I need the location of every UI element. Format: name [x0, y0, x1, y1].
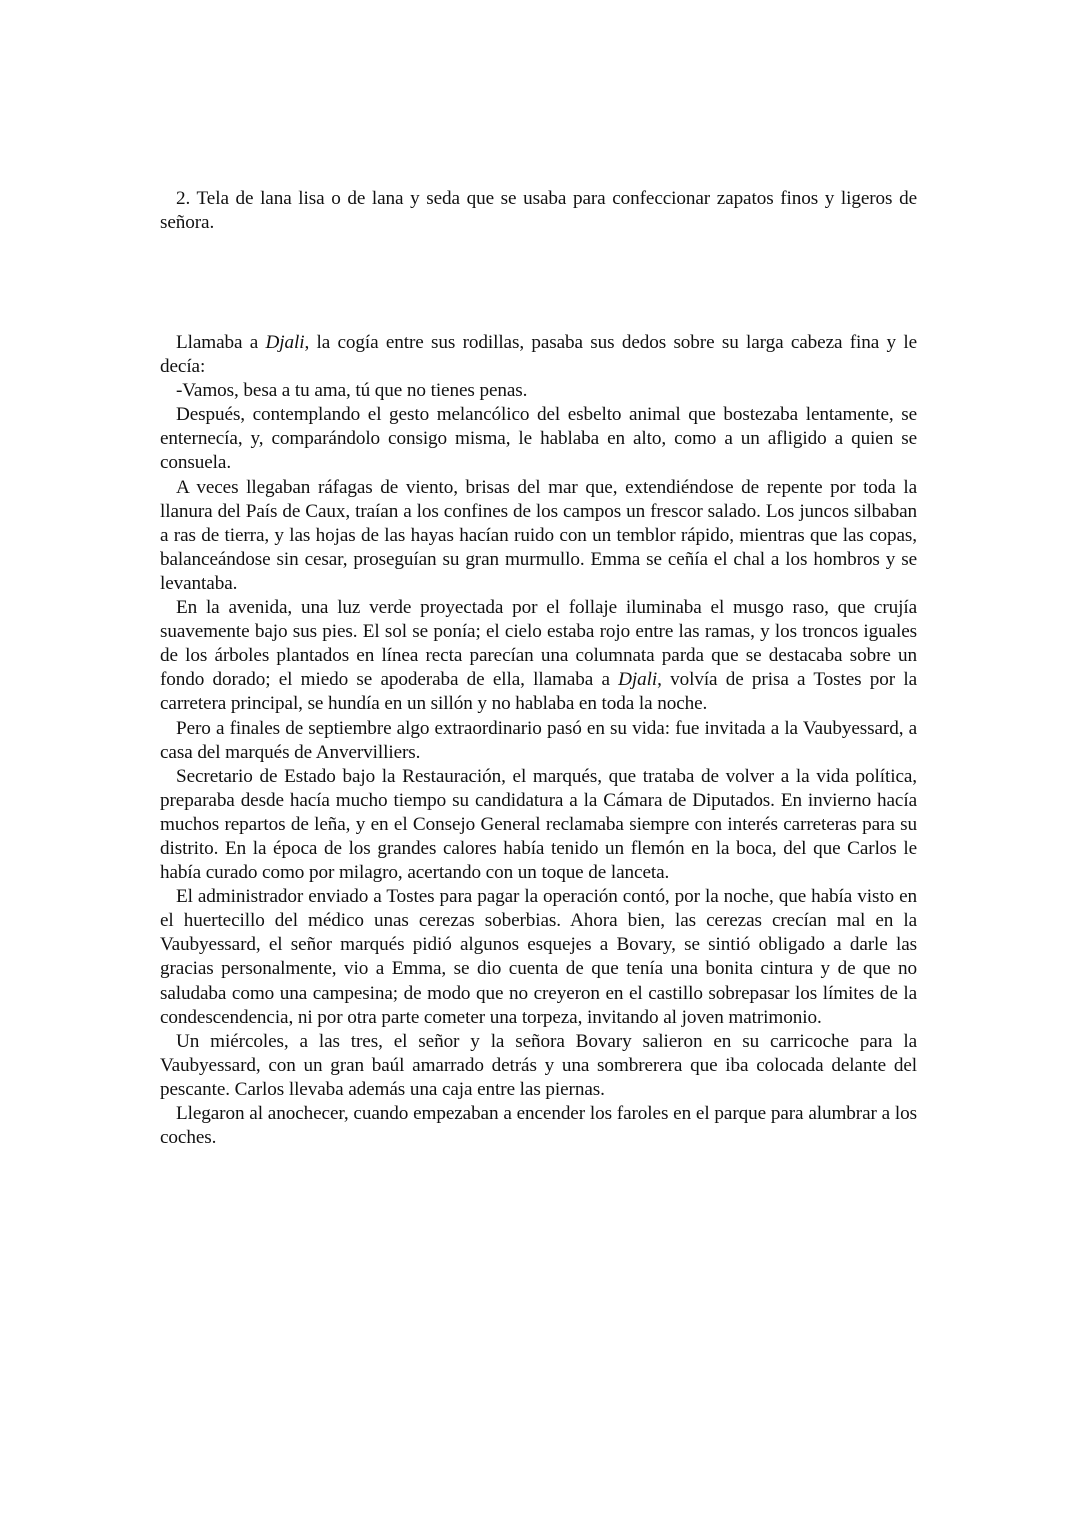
- italic-name: Djali: [265, 332, 305, 353]
- paragraph: Un miércoles, a las tres, el señor y la señora Bovary salieron en su carricoche para la Vaubyessard, con un gran baúl amarrado detrás y una sombrerera que iba colocada delante del pescante. Carlos llevaba además una caja entre las piernas.: [160, 1030, 917, 1100]
- footnote-text: Tela de lana lisa o de lana y seda que se usaba para confeccionar zapatos finos y ligeros de señora.: [160, 188, 917, 234]
- paragraph: Después, contemplando el gesto melancólico del esbelto animal que bostezaba lentamente, se enternecía, y, comparándolo consigo misma, le hablaba en alto, como a un afligido a quien se consuela.: [160, 404, 917, 474]
- paragraph: [160, 596, 917, 716]
- paragraph: Pero a finales de septiembre algo extraordinario pasó en su vida: fue invitada a la Vaubyessard, a casa del marqués de Anvervilliers.: [160, 717, 917, 763]
- paragraph: A veces llegaban ráfagas de viento, brisas del mar que, extendiéndose de repente por toda la llanura del País de Caux, traían a los confines de los campos un frescor salado. Los juncos silbaban a ras de tierra, y las hojas de las hayas hacían ruido con un temblor rápido, mientras que las copas, balanceándose sin cesar, proseguían su gran murmullo. Emma se ceñía el chal a los hombros y se levantaba.: [160, 476, 917, 594]
- paragraph-dialogue: -Vamos, besa a tu ama, tú que no tienes penas.: [176, 380, 528, 402]
- paragraph: Secretario de Estado bajo la Restauración, el marqués, que trataba de volver a la vida política, preparaba desde hacía mucho tiempo su candidatura a la Cámara de Diputados. En invierno hacía muchos repartos de leña, y en el Consejo General reclamaba siempre con interés carreteras para su distrito. En la época de los grandes calores había tenido un flemón en la boca, del que Carlos le había curado como por milagro, acertando con un toque de lanceta.: [160, 765, 917, 884]
- paragraph-text: En la avenida, una luz verde proyectada por el follaje iluminaba el musgo raso, que crujía suavemente bajo sus pies. El sol se ponía; el cielo estaba rojo entre las ramas, y los troncos iguales de los árboles plantados en línea recta parecían una columnata parda que se destacaba sobre un fondo dorado; el miedo se apoderaba de ella, llamaba a: [160, 597, 917, 691]
- paragraph: El administrador enviado a Tostes para pagar la operación contó, por la noche, que había visto en el huertecillo del médico unas cerezas soberbias. Ahora bien, las cerezas crecían mal en la Vaubyessard, el señor marqués pidió algunos esquejes a Bovary, se sintió obligado a darle las gracias personalmente, vio a Emma, se dio cuenta de que tenía una bonita cintura y de que no saludaba como una campesina; de modo que no creyeron en el castillo sobrepasar los límites de la condescendencia, ni por otra parte cometer una torpeza, invitando al joven matrimonio.: [160, 886, 917, 1028]
- paragraph: [160, 331, 917, 379]
- italic-name: Djali: [618, 669, 658, 691]
- paragraph: Llegaron al anochecer, cuando empezaban a encender los faroles en el parque para alumbrar a los coches.: [160, 1103, 917, 1149]
- body-text: [160, 331, 917, 1150]
- paragraph-text: , la cogía entre sus rodillas, pasaba sus dedos sobre su larga cabeza fina y le decía:: [160, 332, 917, 378]
- footnote-paragraph: [160, 187, 917, 235]
- paragraph-text: , volvía de prisa a Tostes por la carretera principal, se hundía en un sillón y no hablaba en toda la noche.: [160, 669, 918, 715]
- paragraph-text: Llamaba a: [176, 332, 266, 353]
- footnote: [160, 187, 917, 235]
- footnote-number: 2.: [176, 188, 191, 209]
